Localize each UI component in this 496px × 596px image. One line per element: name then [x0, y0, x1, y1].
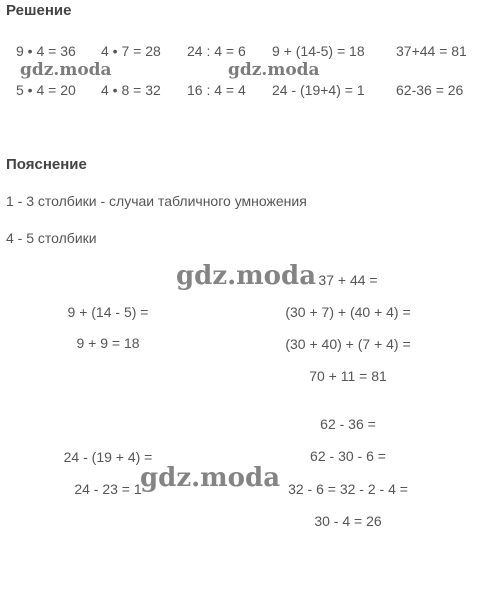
col4-expression: 24 - (19 + 4) =	[63, 449, 153, 465]
solution-cell: 37+44 = 81	[396, 43, 467, 59]
watermark: gdz.moda	[176, 261, 317, 291]
solution-cell: 9 • 4 = 36	[16, 43, 76, 59]
solution-cell: 24 : 4 = 6	[187, 43, 246, 59]
solution-cell: 9 + (14-5) = 18	[272, 43, 365, 59]
col5-expression: 62 - 30 - 6 =	[310, 448, 386, 464]
col5-expression: 62 - 36 =	[320, 416, 376, 432]
explanation-heading: Пояснение	[6, 156, 87, 173]
explanation-line: 4 - 5 столбики	[6, 230, 97, 246]
solution-cell: 16 : 4 = 4	[187, 82, 246, 98]
col5-expression: 37 + 44 =	[318, 272, 378, 288]
explanation-line: 1 - 3 столбики - случаи табличного умножения	[6, 193, 307, 209]
col4-expression: 9 + 9 = 18	[76, 335, 140, 351]
col5-expression: 32 - 6 = 32 - 2 - 4 =	[288, 481, 408, 497]
watermark: gdz.moda	[228, 60, 320, 80]
solution-cell: 5 • 4 = 20	[16, 82, 76, 98]
col4-expression: 9 + (14 - 5) =	[67, 304, 149, 320]
col5-expression: 30 - 4 = 26	[314, 513, 382, 529]
col4-expression: 24 - 23 = 1	[74, 481, 142, 497]
col5-expression: (30 + 40) + (7 + 4) =	[285, 336, 411, 352]
solution-cell: 4 • 8 = 32	[101, 82, 161, 98]
col5-expression: 70 + 11 = 81	[309, 368, 387, 384]
solution-cell: 24 - (19+4) = 1	[272, 82, 365, 98]
watermark: gdz.moda	[20, 60, 112, 80]
solution-cell: 62-36 = 26	[396, 82, 464, 98]
col5-expression: (30 + 7) + (40 + 4) =	[285, 304, 411, 320]
solution-cell: 4 • 7 = 28	[101, 43, 161, 59]
solution-heading: Решение	[6, 2, 72, 19]
watermark: gdz.moda	[140, 463, 281, 493]
